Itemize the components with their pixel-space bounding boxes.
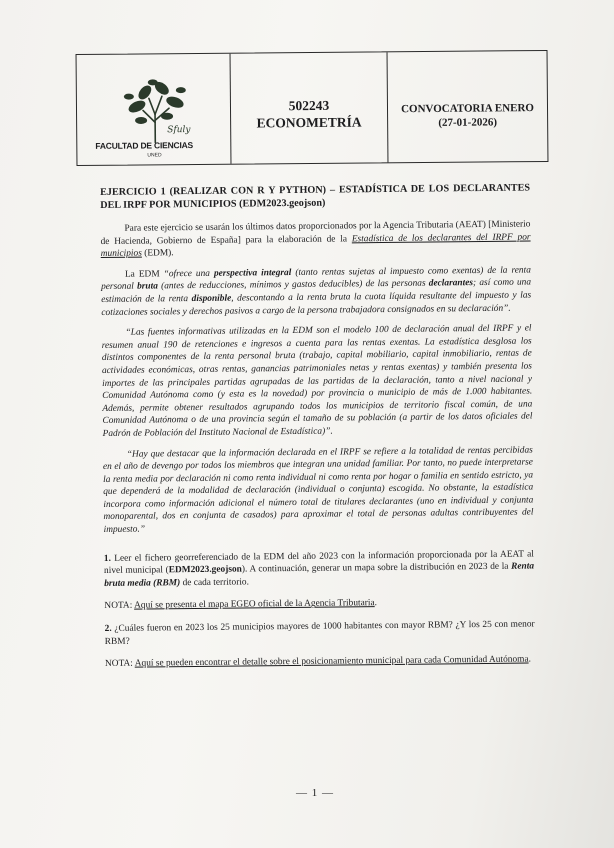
- question-text: Leer el fichero georreferenciado de la EDM del año 2023 con la información proporcionada por la AEAT al nivel municipal (: [103, 549, 534, 577]
- question-text: de cada territorio.: [180, 577, 249, 589]
- intro-text: Para este ejercicio se usarán los últimos datos proporcionados por la Agencia Tributaria (AEAT) [Ministerio de Hacienda, Gobierno de España] para la elaboración de la: [100, 219, 531, 247]
- logo-cell: [77, 54, 232, 165]
- course-name: ECONOMETRÍA: [256, 114, 362, 131]
- quote-bold: disponible: [191, 293, 232, 305]
- exercise-title: EJERCICIO 1 (REALIZAR CON R Y PYTHON) – ESTADÍSTICA DE LOS DECLARANTES DEL IRPF POR MUNICIPIOS (EDM2023.geojson): [100, 182, 531, 211]
- quote-part: (antes de reducciones, mínimos y gastos deducibles) de las personas: [157, 278, 429, 292]
- question-2: [105, 619, 535, 649]
- intro-paragraph: [100, 218, 530, 260]
- quote-part: “ofrece una: [163, 268, 214, 280]
- question-number: 1.: [103, 553, 111, 564]
- quote-part: (tanto rentas sujetas al impuesto como exentas) de la renta personal: [101, 265, 531, 293]
- note-2: [105, 654, 535, 671]
- quote-part: , descontando a la renta bruta la cuota líquida resultante del impuesto y las cotizaciones sociales y derechos pasivos a cargo de la persona trabajadora consignados en su declaración”.: [101, 290, 532, 318]
- note-label: NOTA:: [104, 601, 135, 612]
- rbm-term: Renta bruta media (RBM): [104, 561, 535, 589]
- question-text: ¿Cuáles fueron en 2023 los 25 municipios mayores de 1000 habitantes con mayor RBM? ¿Y los 25 con menor RBM?: [104, 619, 535, 647]
- household-paragraph: “Hay que destacar que la información declarada en el IRPF se refiere a la totalidad de rentas percibidas en el año de devengo por todos los miembros que integran una unidad familiar. Por tanto, no puede interpretarse la renta media por declaración ni como renta individual ni como renta por hogar o familia en sentido estricto, ya que dependerá de la modalidad de declaración (individual o conjunta) escogida. No obstante, la estadística incorpora como información adicional el número total de titulares declarantes (uno en individual y conjunta monoparental, dos en conjunta de casados) para aproximar el total de personas adultas contribuyentes del impuesto.”: [102, 444, 534, 536]
- ranking-detail-link[interactable]: Aquí se pueden encontrar el detalle sobre el posicionamiento municipal para cada Comunidad Autónoma: [134, 654, 529, 669]
- note-1: [104, 596, 534, 613]
- note-end: .: [528, 654, 531, 665]
- session-date: (27-01-2026): [438, 116, 498, 129]
- quote-bold: perspectiva integral: [213, 267, 292, 279]
- question-number: 2.: [104, 623, 112, 635]
- edm-link[interactable]: Estadística de los declarantes del IRPF por municipios: [100, 232, 531, 260]
- egeo-map-link[interactable]: Aquí se presenta el mapa EGEO oficial de la Agencia Tributaria: [134, 598, 375, 612]
- page-number: — 1 —: [296, 787, 334, 799]
- logo-signature: Sfuly: [167, 125, 191, 136]
- course-code: 502243: [288, 97, 330, 114]
- question-1: [104, 548, 534, 590]
- intro-text-end: (EDM).: [141, 248, 174, 259]
- file-name: EDM2023.geojson: [168, 564, 242, 576]
- questions-section: [104, 548, 535, 671]
- header-table: [76, 50, 549, 166]
- course-cell: [231, 52, 389, 163]
- tree-logo-icon: [115, 76, 196, 147]
- question-text: ). A continuación, generar un mapa sobre la distribución en 2023 de la: [241, 561, 512, 575]
- edm-lead: La EDM: [124, 269, 164, 280]
- note-label: NOTA:: [104, 658, 135, 670]
- session-label: CONVOCATORIA ENERO: [400, 102, 535, 116]
- edm-definition-paragraph: [101, 264, 532, 319]
- sources-paragraph: “Las fuentes informativas utilizadas en la EDM son el modelo 100 de declaración anual del IRPF y el resumen anual 190 de retenciones e ingresos a cuenta para las rentas exentas. La estadística desglosa los distintos componentes de la renta personal bruta (trabajo, capital mobiliario, capital inmobiliario, rentas de actividades económicas, otras rentas, ganancias patrimoniales netas y rentas exentas) y también presenta los importes de las principales partidas agrupadas de las partidas de la declaración, tanto a nivel nacional y Comunidad Autónoma como (y esta es la novedad) por provincia o municipio de más de 1.000 habitantes. Además, permite obtener resultados agrupando todos los municipios de territorio fiscal común, de una Comunidad Autónoma o de una provincia según el tamaño de su población (a partir de los datos oficiales del Padrón de Población del Instituto Nacional de Estadística)”.: [101, 323, 533, 439]
- faculty-sub: UNED: [147, 152, 162, 159]
- exam-body: [100, 181, 535, 680]
- faculty-name: FACULTAD DE CIENCIAS: [95, 140, 194, 151]
- quote-bold: declarantes: [428, 278, 474, 289]
- session-cell: [388, 51, 548, 162]
- note-end: .: [374, 598, 378, 609]
- quote-part: ; así como una estimación de la renta: [101, 277, 532, 305]
- quote-bold: bruta: [137, 281, 158, 292]
